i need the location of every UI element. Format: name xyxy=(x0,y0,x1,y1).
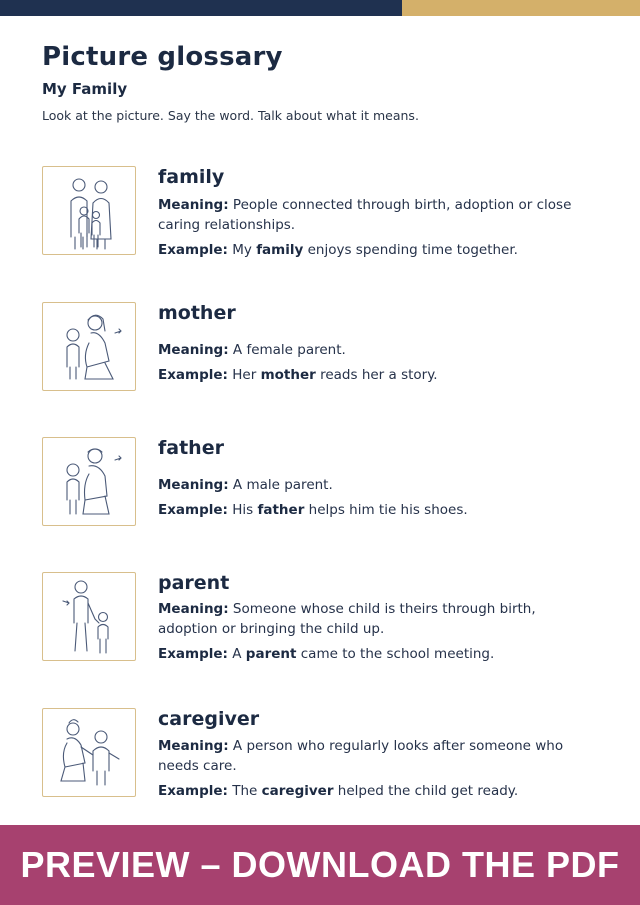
page-title: Picture glossary xyxy=(42,42,283,72)
meaning-text: People connected through birth, adoption or close caring relationships. xyxy=(158,197,572,233)
page-subtitle: My Family xyxy=(42,80,128,98)
entry-meaning xyxy=(158,195,598,235)
example-label: Example: xyxy=(158,502,228,518)
entry-example xyxy=(158,500,598,520)
caregiver-helping-child-icon xyxy=(43,709,135,796)
picture-frame xyxy=(42,166,136,255)
example-keyword: caregiver xyxy=(261,783,334,799)
meaning-text: A female parent. xyxy=(232,342,346,358)
preview-banner-text: PREVIEW – DOWNLOAD THE PDF xyxy=(20,844,620,885)
example-keyword: parent xyxy=(245,646,297,662)
example-label: Example: xyxy=(158,646,228,662)
picture-frame xyxy=(42,572,136,661)
top-accent-navy xyxy=(0,0,402,16)
example-text-pre: His xyxy=(232,502,254,518)
preview-download-banner[interactable] xyxy=(0,825,640,905)
example-text-pre: My xyxy=(232,242,252,258)
family-group-icon xyxy=(43,167,135,254)
example-keyword: father xyxy=(257,502,305,518)
entry-word: mother xyxy=(158,302,236,324)
entry-word: parent xyxy=(158,572,230,594)
meaning-label: Meaning: xyxy=(158,601,229,617)
example-text-pre: A xyxy=(232,646,242,662)
entry-word: caregiver xyxy=(158,708,260,730)
example-label: Example: xyxy=(158,242,228,258)
meaning-text: A male parent. xyxy=(232,477,333,493)
meaning-text: A person who regularly looks after someone who needs care. xyxy=(158,738,564,774)
entry-example xyxy=(158,365,598,385)
entry-word: family xyxy=(158,166,225,188)
mother-and-child-icon xyxy=(43,303,135,390)
example-text-post: helps him tie his shoes. xyxy=(308,502,468,518)
entry-word: father xyxy=(158,437,224,459)
meaning-text: Someone whose child is theirs through birth, adoption or bringing the child up. xyxy=(158,601,536,637)
example-text-post: came to the school meeting. xyxy=(300,646,495,662)
entry-meaning xyxy=(158,599,598,639)
example-keyword: mother xyxy=(260,367,316,383)
meaning-label: Meaning: xyxy=(158,477,229,493)
picture-frame xyxy=(42,437,136,526)
meaning-label: Meaning: xyxy=(158,342,229,358)
entry-example xyxy=(158,644,598,664)
instructions: Look at the picture. Say the word. Talk about what it means. xyxy=(42,108,419,123)
entry-meaning xyxy=(158,340,598,360)
example-label: Example: xyxy=(158,783,228,799)
picture-frame xyxy=(42,302,136,391)
example-text-pre: Her xyxy=(232,367,257,383)
picture-frame xyxy=(42,708,136,797)
father-and-child-icon xyxy=(43,438,135,525)
example-label: Example: xyxy=(158,367,228,383)
meaning-label: Meaning: xyxy=(158,738,229,754)
entry-example xyxy=(158,781,598,801)
example-text-pre: The xyxy=(232,783,258,799)
top-accent-gold xyxy=(402,0,640,16)
meaning-label: Meaning: xyxy=(158,197,229,213)
top-accent-bar xyxy=(0,0,640,16)
entry-example xyxy=(158,240,598,260)
entry-meaning xyxy=(158,475,598,495)
example-keyword: family xyxy=(256,242,304,258)
entry-meaning xyxy=(158,736,598,776)
parent-holding-hand-icon xyxy=(43,573,135,660)
example-text-post: enjoys spending time together. xyxy=(307,242,518,258)
example-text-post: helped the child get ready. xyxy=(337,783,519,799)
example-text-post: reads her a story. xyxy=(320,367,438,383)
